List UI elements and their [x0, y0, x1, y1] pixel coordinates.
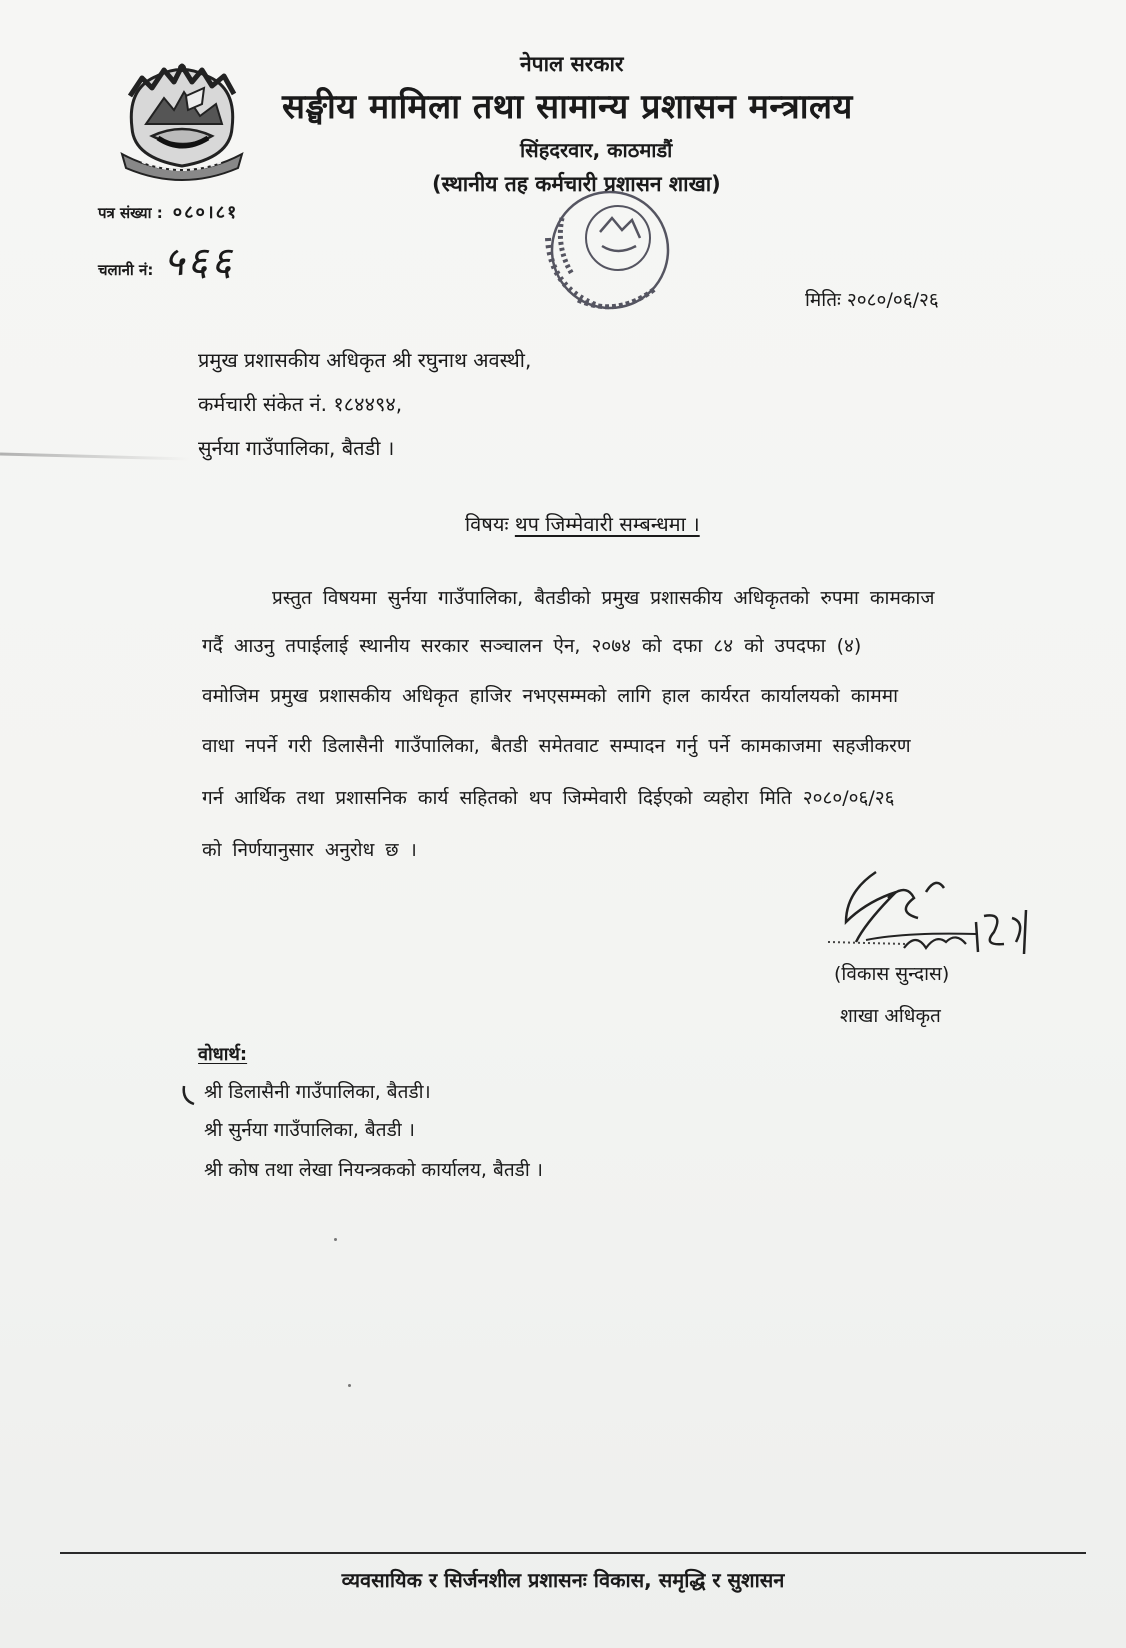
branch-name: (स्थानीय तह कर्मचारी प्रशासन शाखा) — [432, 172, 721, 196]
dispatch-number-label: चलानी नं: — [98, 261, 154, 279]
date-label: मितिः — [805, 289, 841, 311]
cc-heading: वोधार्थ: — [198, 1044, 248, 1065]
cc-item: श्री डिलासैनी गाउँपालिका, बैतडी। — [204, 1081, 431, 1103]
recipient-line-1: प्रमुख प्रशासकीय अधिकृत श्री रघुनाथ अवस्थी, — [198, 348, 532, 372]
dispatch-number-value: ५६६ — [163, 239, 235, 285]
cc-item: श्री सुर्नया गाउँपालिका, बैतडी । — [204, 1119, 415, 1141]
signatory-title: शाखा अधिकृत — [840, 1005, 941, 1027]
footer-motto: व्यवसायिक र सिर्जनशील प्रशासनः विकास, समृद्धि र सुशासन — [341, 1568, 785, 1592]
nepal-emblem-icon — [112, 58, 252, 188]
letter-number-label: पत्र संख्या : — [98, 204, 163, 222]
body-line-2: गर्दै आउनु तपाईलाई स्थानीय सरकार सञ्चालन ऐन, २०७४ को दफा ८४ को उपदफा (४) — [202, 635, 862, 657]
paper-speck — [348, 1384, 351, 1387]
body-line-6: को निर्णयानुसार अनुरोध छ । — [202, 839, 417, 861]
letter-number — [98, 200, 238, 224]
check-mark-icon — [180, 1080, 220, 1110]
ministry-name: सङ्घीय मामिला तथा सामान्य प्रशासन मन्त्रालय — [282, 87, 853, 127]
body-line-3: वमोजिम प्रमुख प्रशासकीय अधिकृत हाजिर नभएसम्मको लागि हाल कार्यरत कार्यालयको काममा — [202, 685, 898, 707]
body-line-5: गर्न आर्थिक तथा प्रशासनिक कार्य सहितको थप जिम्मेवारी दिईएको व्यहोरा मिति २०८०/०६/२६ — [202, 787, 895, 809]
subject-text: थप जिम्मेवारी सम्बन्धमा । — [514, 512, 700, 536]
footer-rule — [60, 1552, 1086, 1554]
body-line-1: प्रस्तुत विषयमा सुर्नया गाउँपालिका, बैतडीको प्रमुख प्रशासकीय अधिकृतको रुपमा कामकाज — [272, 587, 935, 609]
letter-date — [805, 286, 939, 312]
signature-icon — [826, 862, 1036, 972]
cc-item: श्री कोष तथा लेखा नियन्त्रकको कार्यालय, बैतडी । — [204, 1159, 543, 1181]
government-label: नेपाल सरकार — [520, 52, 624, 76]
official-stamp-icon — [528, 188, 693, 328]
date-value: २०८०/०६/२६ — [846, 289, 939, 311]
body-line-4: वाधा नपर्ने गरी डिलासैनी गाउँपालिका, बैतडी समेतवाट सम्पादन गर्नु पर्ने कामकाजमा सहजीकरण — [202, 735, 911, 757]
office-address: सिंहदरवार, काठमाडौं — [520, 138, 673, 162]
dispatch-number — [98, 232, 235, 287]
subject-label: विषयः — [465, 512, 509, 536]
subject-line — [465, 510, 700, 537]
paper-speck — [334, 1238, 337, 1241]
letter-number-value: ०८०।८१ — [172, 202, 239, 223]
recipient-line-3: सुर्नया गाउँपालिका, बैतडी । — [198, 436, 395, 460]
paper-crease — [0, 453, 190, 461]
recipient-line-2: कर्मचारी संकेत नं. १८४४९४, — [198, 392, 403, 416]
signatory-name: (विकास सुन्दास) — [834, 963, 950, 985]
